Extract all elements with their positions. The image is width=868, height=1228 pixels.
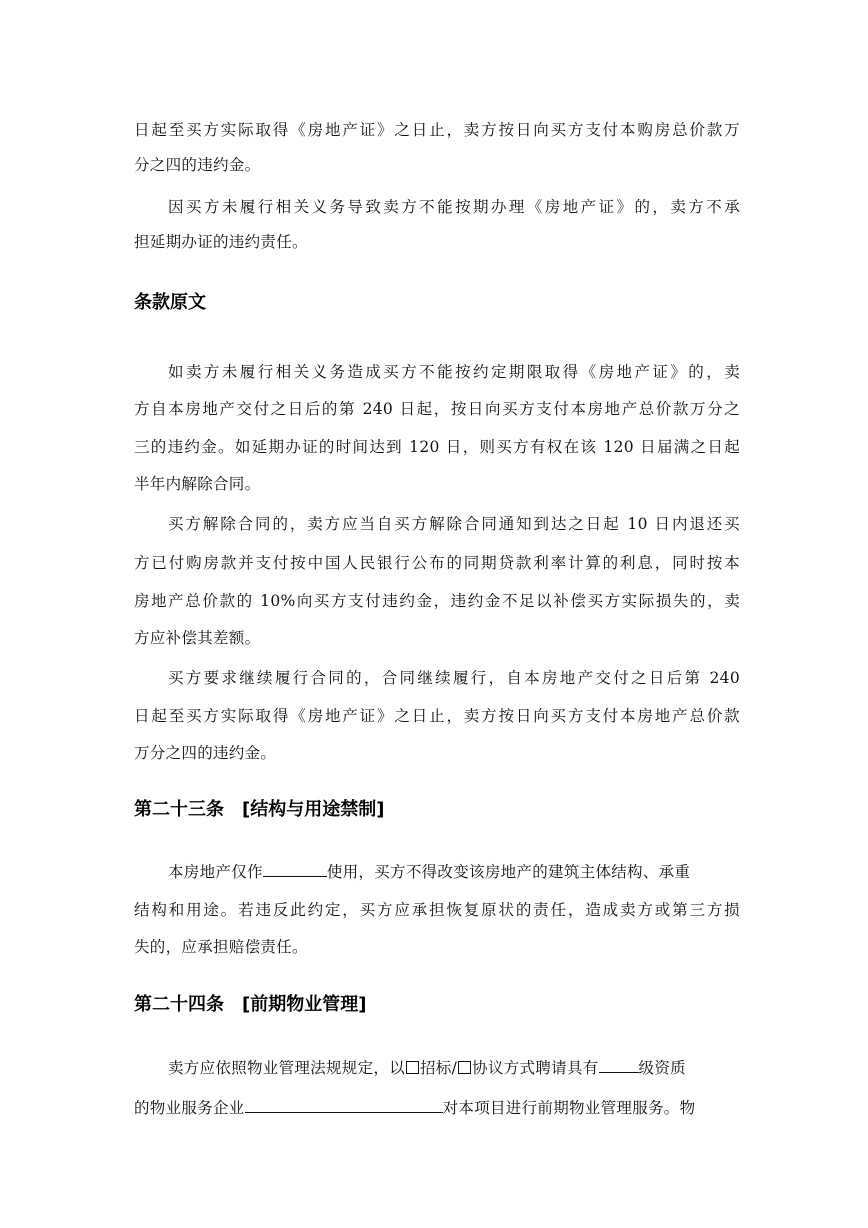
usage-blank-field[interactable] <box>263 861 327 877</box>
paragraph-4-line-4: 方应补偿其差额。 <box>134 629 261 647</box>
paragraph-3-line-2: 方自本房地产交付之日后的第 240 日起，按日向买方支付本房地产总价款万分之 <box>134 400 740 418</box>
paragraph-5-line-1: 买方要求继续履行合同的，合同继续履行，自本房地产交付之日后第 240 <box>168 669 740 687</box>
paragraph-7-text-c: 协议方式聘请具有 <box>472 1059 599 1077</box>
paragraph-6-line-2: 结构和用途。若违反此约定，买方应承担恢复原状的责任，造成卖方或第三方损 <box>134 901 740 919</box>
paragraph-7-text-d: 级资质 <box>638 1059 686 1077</box>
property-service-company-blank-field[interactable] <box>245 1097 443 1113</box>
paragraph-7-line-1 <box>168 1057 740 1079</box>
paragraph-5-line-3: 万分之四的违约金。 <box>134 744 277 762</box>
paragraph-4-line-2: 方已付购房款并支付按中国人民银行公布的同期贷款利率计算的利息，同时按本 <box>134 554 740 572</box>
article-23-heading: 第二十三条 [结构与用途禁制] <box>134 799 385 820</box>
paragraph-6-line-1 <box>168 861 740 883</box>
paragraph-2-line-1: 因买方未履行相关义务导致卖方不能按期办理《房地产证》的，卖方不承 <box>168 198 740 216</box>
paragraph-7-text-a: 卖方应依照物业管理法规规定，以 <box>168 1059 406 1077</box>
paragraph-4-line-1: 买方解除合同的，卖方应当自买方解除合同通知到达之日起 10 日内退还买 <box>168 515 740 533</box>
section-heading-original-clause: 条款原文 <box>134 292 206 313</box>
paragraph-7-line-2 <box>134 1097 740 1119</box>
paragraph-6-text-b: 使用，买方不得改变该房地产的建筑主体结构、承重 <box>326 863 691 881</box>
agreement-checkbox[interactable] <box>458 1061 471 1074</box>
qualification-level-blank-field[interactable] <box>599 1057 639 1073</box>
paragraph-5-line-2: 日起至买方实际取得《房地产证》之日止，卖方按日向买方支付本房地产总价款 <box>134 707 740 725</box>
article-24-heading: 第二十四条 [前期物业管理] <box>134 994 367 1015</box>
paragraph-4-line-3: 房地产总价款的 10%向买方支付违约金，违约金不足以补偿买方实际损失的，卖 <box>134 592 740 610</box>
paragraph-1-line-2: 分之四的违约金。 <box>134 156 261 174</box>
paragraph-3-line-1: 如卖方未履行相关义务造成买方不能按约定期限取得《房地产证》的，卖 <box>168 363 740 381</box>
paragraph-3-line-3: 三的违约金。如延期办证的时间达到 120 日，则买方有权在该 120 日届满之日起 <box>134 438 740 456</box>
paragraph-3-line-4: 半年内解除合同。 <box>134 475 261 493</box>
paragraph-7-text-f: 对本项目进行前期物业管理服务。物 <box>442 1099 696 1117</box>
paragraph-7-text-e: 的物业服务企业 <box>134 1099 245 1117</box>
paragraph-6-text-a: 本房地产仅作 <box>168 863 263 881</box>
paragraph-6-line-3: 失的，应承担赔偿责任。 <box>134 938 308 956</box>
paragraph-2-line-2: 担延期办证的违约责任。 <box>134 233 308 251</box>
paragraph-1-line-1: 日起至买方实际取得《房地产证》之日止，卖方按日向买方支付本购房总价款万 <box>134 121 740 139</box>
tender-checkbox[interactable] <box>406 1061 419 1074</box>
paragraph-7-text-b: 招标/ <box>420 1059 458 1077</box>
